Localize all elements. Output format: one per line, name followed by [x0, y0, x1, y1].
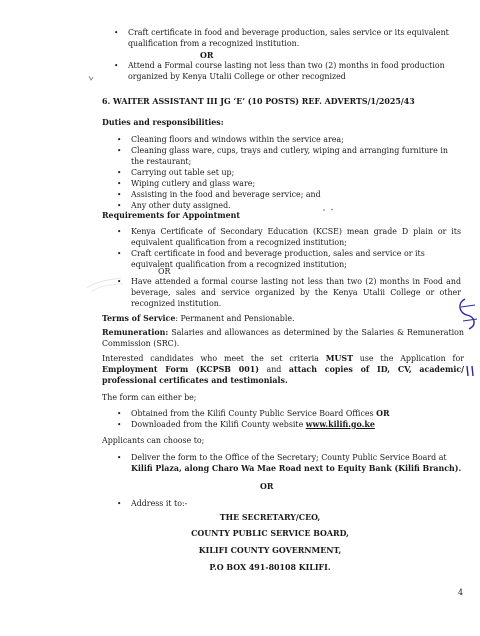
text-run: use the Application for — [352, 354, 464, 363]
must-emphasis: MUST — [325, 354, 353, 363]
or-label: OR — [158, 267, 171, 276]
attachments-text: attach copies of ID, CV, academic/ professional certificates and testimonials. — [102, 365, 465, 385]
requirement-item: Kenya Certificate of Secondary Education (KCSE) mean grade D plain or its equivalent qualification from a recognized institution; — [131, 227, 461, 247]
text-run: Downloaded from the Kilifi County website — [131, 420, 306, 429]
bullet: • — [117, 179, 122, 188]
remuneration-value: Salaries and allowances as determined by the Salaries & Remuneration Commission (SRC). — [102, 328, 464, 348]
bullet: • — [117, 453, 122, 462]
text-run: Interested candidates who meet the set criteria — [102, 354, 326, 363]
either-item — [131, 419, 461, 430]
deliver-item — [131, 452, 463, 474]
terms-value: : Permanent and Pensionable. — [175, 314, 295, 323]
duty-item: Wiping cutlery and glass ware; — [131, 179, 256, 188]
requirements-heading: Requirements for Appointment — [102, 211, 241, 220]
pen-mark — [464, 364, 478, 378]
or-label: OR — [260, 482, 274, 491]
text-run: Obtained from the Kilifi County Public Service Board Offices — [131, 409, 377, 418]
or-label: OR — [200, 51, 214, 60]
qualification-item: Craft certificate in food and beverage production, sales service or its equivalent qualification from a recognized institution. — [128, 28, 449, 48]
bullet: • — [114, 61, 119, 70]
bullet: • — [117, 135, 122, 144]
bullet: • — [114, 28, 119, 37]
bullet: • — [117, 168, 122, 177]
office-location: Kilifi Plaza, along Charo Wa Mae Road next to Equity Bank (Kilifi Branch). — [131, 464, 462, 473]
requirement-item: Craft certificate in food and beverage production, sales and service or its equivalent qualification from a recognized institution; — [131, 249, 425, 269]
bullet: • — [117, 190, 122, 199]
application-instructions — [102, 353, 464, 386]
duty-item: Assisting in the food and beverage service; and — [131, 190, 321, 199]
bullet: • — [117, 146, 122, 155]
duty-item: Cleaning glass ware, cups, trays and cutlery, wiping and arranging furniture in the restaurant; — [131, 146, 448, 166]
duty-item: Cleaning floors and windows within the service area; — [131, 135, 344, 144]
form-name: Employment Form (KCPSB 001) — [102, 365, 259, 374]
remuneration — [102, 327, 464, 349]
address-line: COUNTY PUBLIC SERVICE BOARD, — [191, 529, 349, 538]
or-label: OR — [376, 409, 390, 418]
address-line: THE SECRETARY/CEO, — [219, 513, 321, 522]
duty-item: Carrying out table set up; — [131, 168, 235, 177]
text-run: Deliver the form to the Office of the Secretary; County Public Service Board at — [131, 453, 447, 462]
section-heading: 6. WAITER ASSISTANT III JG ‘E’ (10 POSTS) REF. ADVERTS/1/2025/43 — [102, 97, 415, 106]
bullet: • — [117, 227, 122, 236]
duties-heading: Duties and responsibilities: — [102, 118, 224, 127]
website-link[interactable]: www.kilifi.go.ke — [305, 420, 375, 429]
remuneration-label: Remuneration: — [102, 328, 169, 337]
stamp-mark — [455, 293, 480, 335]
address-line: KILIFI COUNTY GOVERNMENT, — [198, 546, 342, 555]
address-intro: Address it to:- — [131, 499, 188, 508]
terms-label: Terms of Service — [102, 314, 176, 323]
bullet: • — [117, 420, 122, 429]
qualification-item: Attend a Formal course lasting not less than two (2) months in food production organized by Kenya Utalii College or other recognized — [128, 61, 445, 81]
bullet: • — [117, 249, 122, 258]
bullet: • — [117, 201, 122, 210]
speck — [322, 208, 336, 212]
bullet: • — [117, 277, 122, 286]
terms-of-service — [102, 313, 462, 324]
text-run: and — [258, 365, 289, 374]
either-item — [131, 408, 461, 419]
address-line: P.O BOX 491-80108 KILIFI. — [209, 563, 331, 572]
faint-stamp-mark — [85, 272, 125, 294]
speck — [88, 74, 94, 82]
bullet: • — [117, 409, 122, 418]
choose-text: Applicants can choose to; — [102, 436, 205, 445]
form-either-text: The form can either be; — [102, 393, 197, 402]
page-number: 4 — [458, 588, 464, 597]
bullet: • — [117, 499, 122, 508]
duty-item: Any other duty assigned. — [131, 201, 231, 210]
requirement-item: Have attended a formal course lasting not less than two (2) months in Food and beverage, sales and service organized by the Kenya Utalii College or other recognized institution. — [131, 277, 461, 308]
